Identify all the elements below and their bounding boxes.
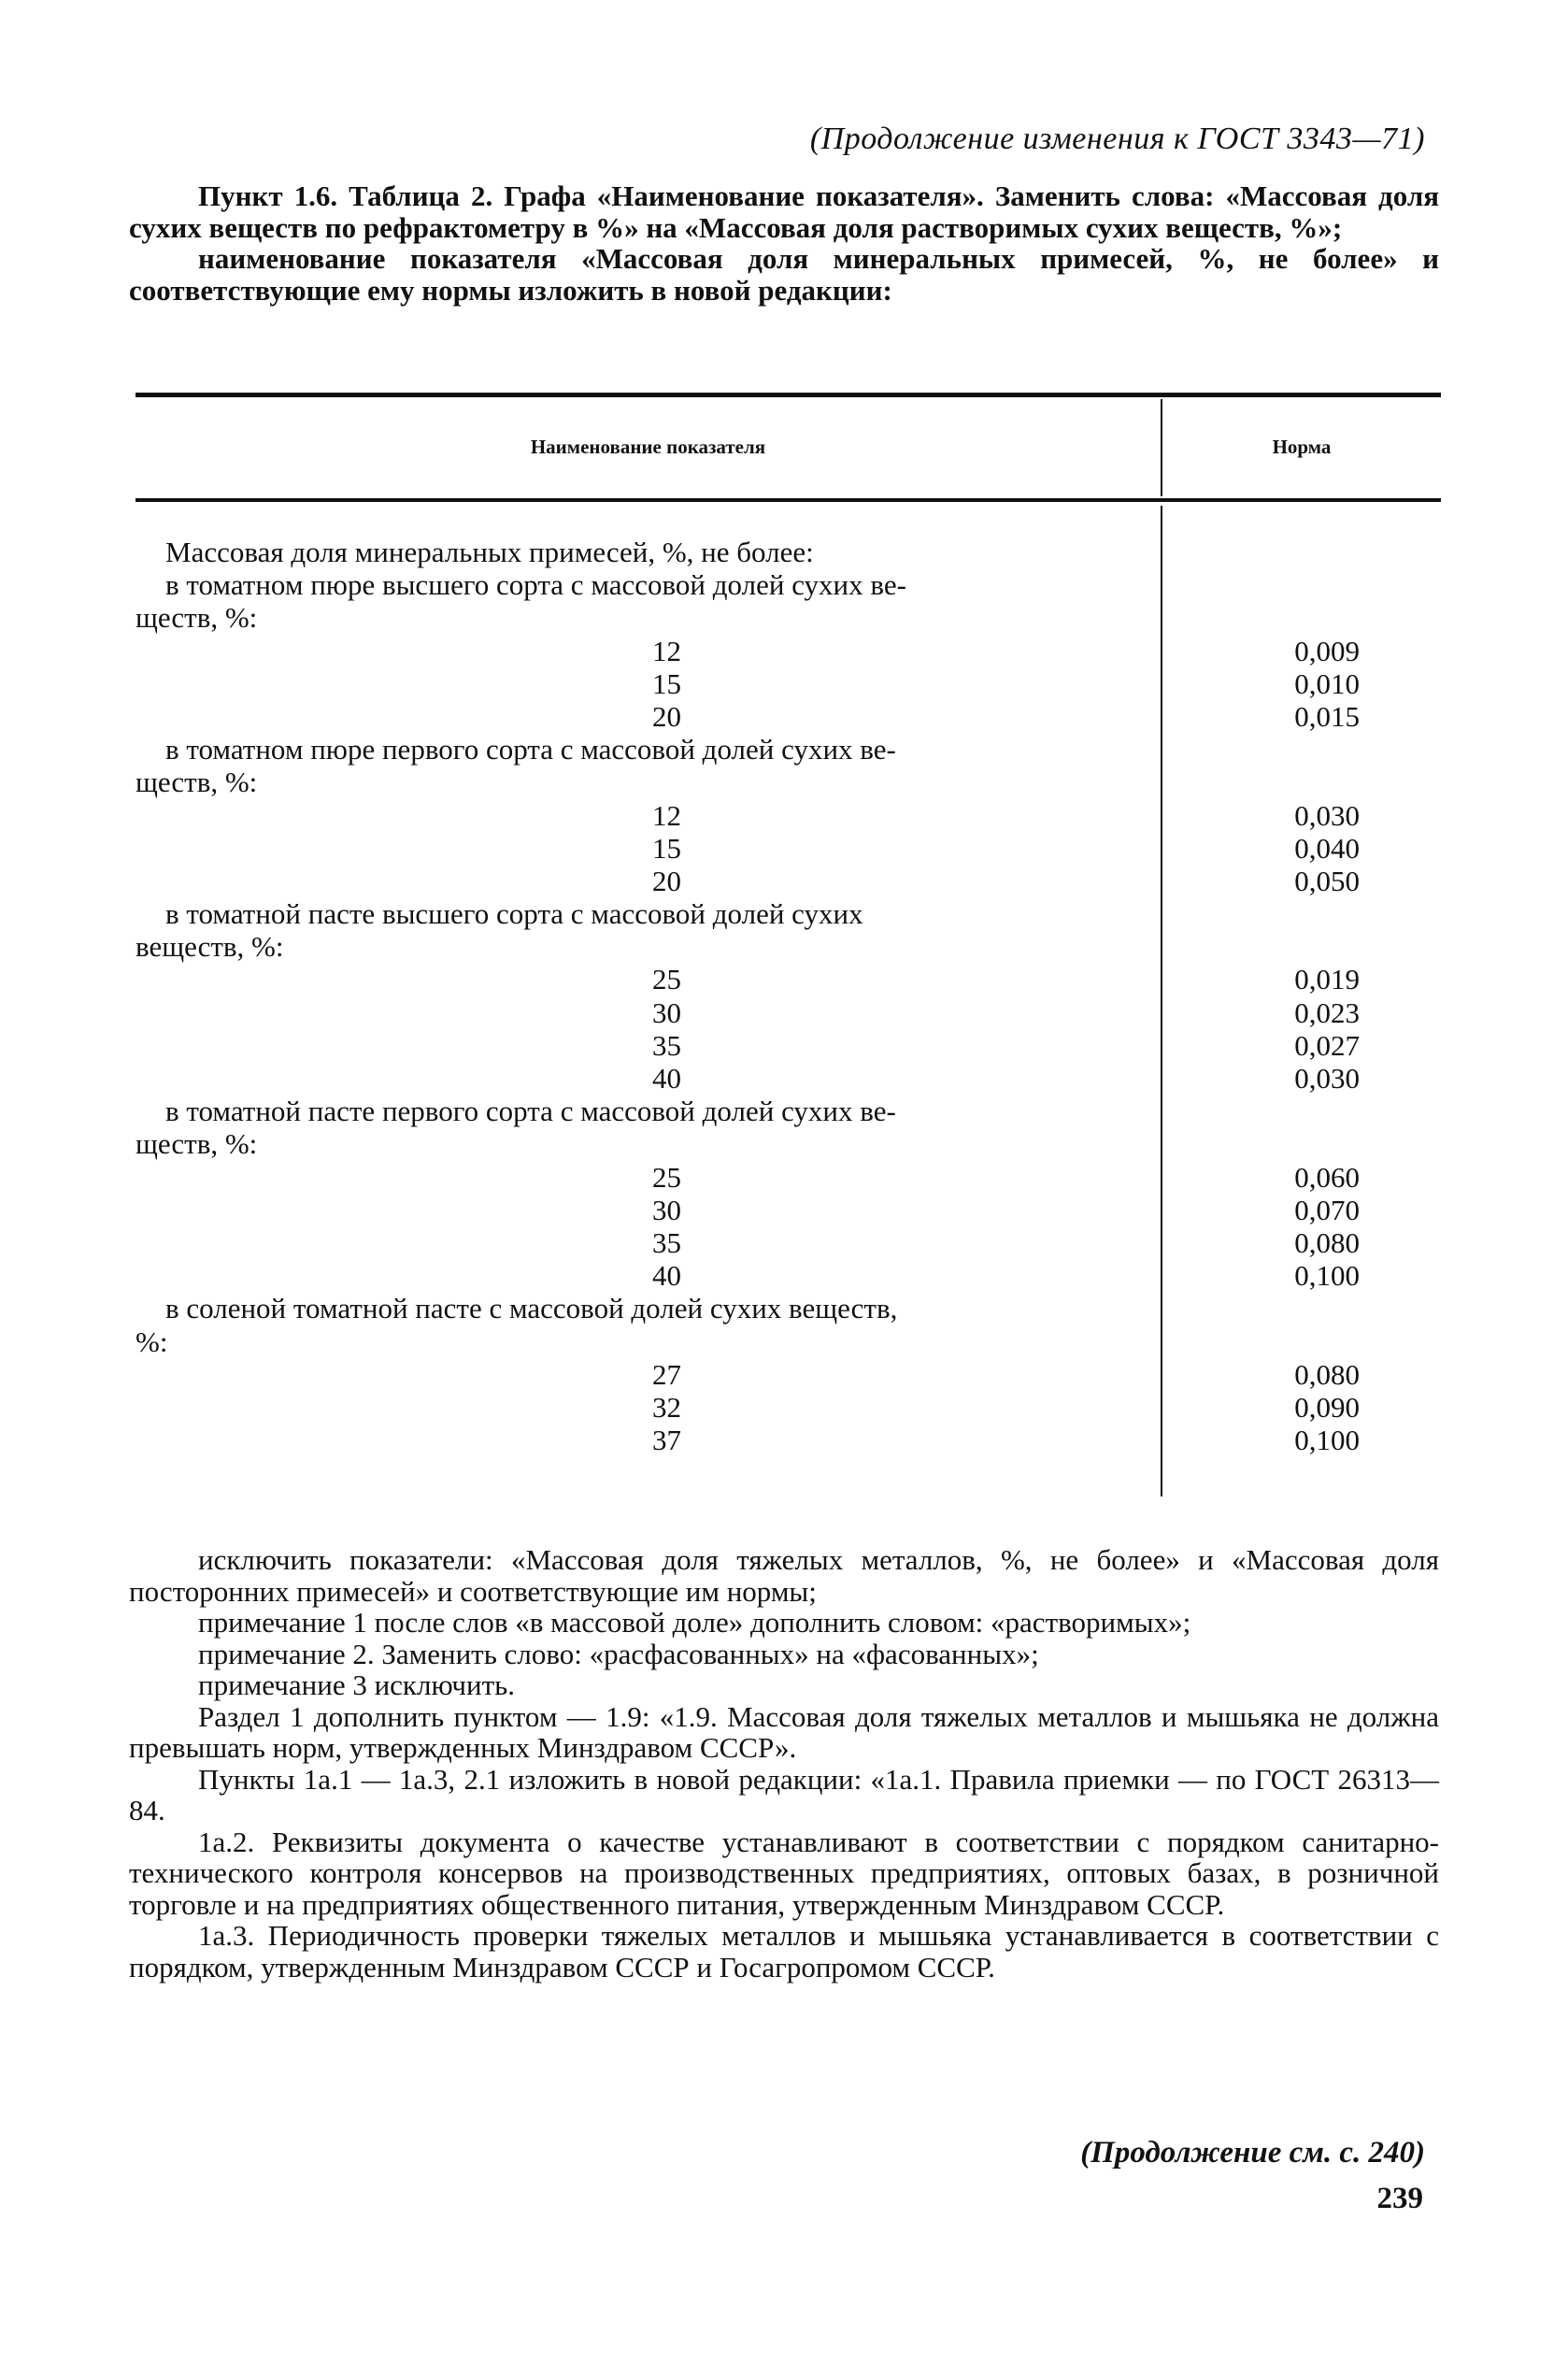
intro-paragraph: Пункт 1.6. Таблица 2. Графа «Наименование показателя». Заменить слова: «Массовая доля сухих веществ по рефрактометру в %» на «Массовая доля растворимых сухих веществ, %»; <box>129 179 1439 244</box>
table-row <box>135 601 1441 634</box>
indicator-cell: 32 <box>652 1390 681 1424</box>
norm-cell: 0,030 <box>1294 1062 1360 1095</box>
table-header-rule <box>135 498 1441 502</box>
table-row <box>135 1062 1441 1095</box>
table-row <box>135 536 1441 568</box>
norm-cell: 0,090 <box>1294 1390 1360 1424</box>
table-top-rule <box>135 393 1441 397</box>
table-row <box>135 799 1441 832</box>
table-row <box>135 733 1441 766</box>
indicator-cell: в томатной пасте первого сорта с массовой долей сухих ве- <box>165 1095 896 1128</box>
table-row <box>135 865 1441 897</box>
table-body <box>135 536 1441 1456</box>
indicator-cell: в томатном пюре первого сорта с массовой долей сухих ве- <box>165 733 896 766</box>
indicator-cell: 15 <box>652 831 681 865</box>
indicator-cell: %: <box>135 1325 168 1358</box>
intro-text <box>129 180 1439 306</box>
table-row <box>135 1194 1441 1226</box>
table-row <box>135 1358 1441 1391</box>
table-row <box>135 1325 1441 1358</box>
indicator-cell: 15 <box>652 666 681 700</box>
table-row <box>135 1292 1441 1325</box>
indicator-cell: 12 <box>652 634 681 667</box>
table-row <box>135 1029 1441 1062</box>
page-number: 239 <box>1376 2182 1423 2215</box>
indicator-cell: 30 <box>652 995 681 1029</box>
indicator-cell: 27 <box>652 1357 681 1391</box>
indicator-cell: 30 <box>652 1193 681 1226</box>
amendment-paragraph: Пункты 1а.1 — 1а.3, 2.1 изложить в новой редакции: «1а.1. Правила приемки — по ГОСТ 26313—84. <box>129 1762 1439 1826</box>
amendment-paragraph: 1а.2. Реквизиты документа о качестве устанавливают в соответствии с порядком санитарно-технического контроля консервов на производственных предприятиях, оптовых базах, в розничной торговле и на предприятиях общественного питания, утвержденным Минздравом СССР. <box>129 1825 1439 1921</box>
amendment-text <box>129 1544 1439 1983</box>
norm-cell: 0,070 <box>1294 1193 1360 1226</box>
norm-cell: 0,027 <box>1294 1028 1360 1062</box>
norm-cell: 0,010 <box>1294 666 1360 700</box>
column-header-name: Наименование показателя <box>530 436 766 458</box>
indicator-cell: веществ, %: <box>135 930 284 964</box>
table-row <box>135 963 1441 995</box>
norm-cell: 0,019 <box>1294 963 1360 996</box>
amendment-paragraph: примечание 3 исключить. <box>198 1668 516 1701</box>
indicator-cell: 20 <box>652 864 681 897</box>
table-row <box>135 930 1441 963</box>
indicator-cell: 12 <box>652 798 681 832</box>
indicator-cell: 25 <box>652 963 681 996</box>
indicator-cell: 35 <box>652 1225 681 1259</box>
table-row <box>135 635 1441 667</box>
indicator-cell: ществ, %: <box>135 766 258 799</box>
table-row <box>135 1161 1441 1194</box>
intro-paragraph: наименование показателя «Массовая доля минеральных примесей, %, не более» и соответствующие ему нормы изложить в новой редакции: <box>129 242 1439 307</box>
norm-cell: 0,009 <box>1294 634 1360 667</box>
indicator-cell: 20 <box>652 699 681 733</box>
norm-cell: 0,015 <box>1294 699 1360 733</box>
norm-cell: 0,040 <box>1294 831 1360 865</box>
indicator-cell: Массовая доля минеральных примесей, %, не более: <box>165 536 814 568</box>
norm-cell: 0,080 <box>1294 1357 1360 1391</box>
table-row <box>135 1095 1441 1127</box>
indicator-cell: 35 <box>652 1028 681 1062</box>
indicator-cell: ществ, %: <box>135 601 258 635</box>
amendment-paragraph: 1а.3. Периодичность проверки тяжелых металлов и мышьяка устанавливается в соответствии с порядком, утвержденным Минздравом СССР и Госагропромом СССР. <box>129 1919 1439 1983</box>
norm-cell: 0,100 <box>1294 1259 1360 1293</box>
table-row <box>135 1391 1441 1424</box>
continuation-note: (Продолжение см. с. 240) <box>1080 2136 1425 2170</box>
indicator-cell: 40 <box>652 1062 681 1095</box>
norm-cell: 0,050 <box>1294 864 1360 897</box>
running-head: (Продолжение изменения к ГОСТ 3343—71) <box>809 122 1425 156</box>
table-row <box>135 1259 1441 1292</box>
norm-cell: 0,023 <box>1294 995 1360 1029</box>
norm-cell: 0,100 <box>1294 1424 1360 1457</box>
table-row <box>135 832 1441 865</box>
indicator-cell: в томатном пюре высшего сорта с массовой долей сухих ве- <box>165 568 906 602</box>
indicator-cell: в соленой томатной пасте с массовой долей сухих веществ, <box>165 1292 898 1325</box>
indicator-cell: ществ, %: <box>135 1127 258 1161</box>
table-row <box>135 1127 1441 1160</box>
indicator-cell: в томатной пасте высшего сорта с массовой долей сухих <box>165 897 863 931</box>
norm-cell: 0,060 <box>1294 1160 1360 1194</box>
column-header-norm: Норма <box>1272 436 1332 458</box>
indicator-cell: 25 <box>652 1160 681 1194</box>
amendment-paragraph: примечание 1 после слов «в массовой доле» дополнить словом: «растворимых»; <box>198 1606 1191 1639</box>
table-row <box>135 897 1441 930</box>
table-row <box>135 996 1441 1029</box>
table-row <box>135 667 1441 700</box>
amendment-paragraph: примечание 2. Заменить слово: «расфасованных» на «фасованных»; <box>198 1637 1039 1670</box>
table-row <box>135 700 1441 733</box>
table-row <box>135 1226 1441 1259</box>
indicator-cell: 37 <box>652 1424 681 1457</box>
indicator-cell: 40 <box>652 1259 681 1293</box>
table-row <box>135 766 1441 798</box>
amendment-paragraph: Раздел 1 дополнить пунктом — 1.9: «1.9. Массовая доля тяжелых металлов и мышьяка не должна превышать норм, утвержденных Минздравом СССР». <box>129 1699 1439 1764</box>
table-row <box>135 1424 1441 1456</box>
norm-cell: 0,030 <box>1294 798 1360 832</box>
table-row <box>135 568 1441 601</box>
norm-cell: 0,080 <box>1294 1225 1360 1259</box>
amendment-paragraph: исключить показатели: «Массовая доля тяжелых металлов, %, не более» и «Массовая доля посторонних примесей» и соответствующие им нормы; <box>129 1543 1439 1608</box>
